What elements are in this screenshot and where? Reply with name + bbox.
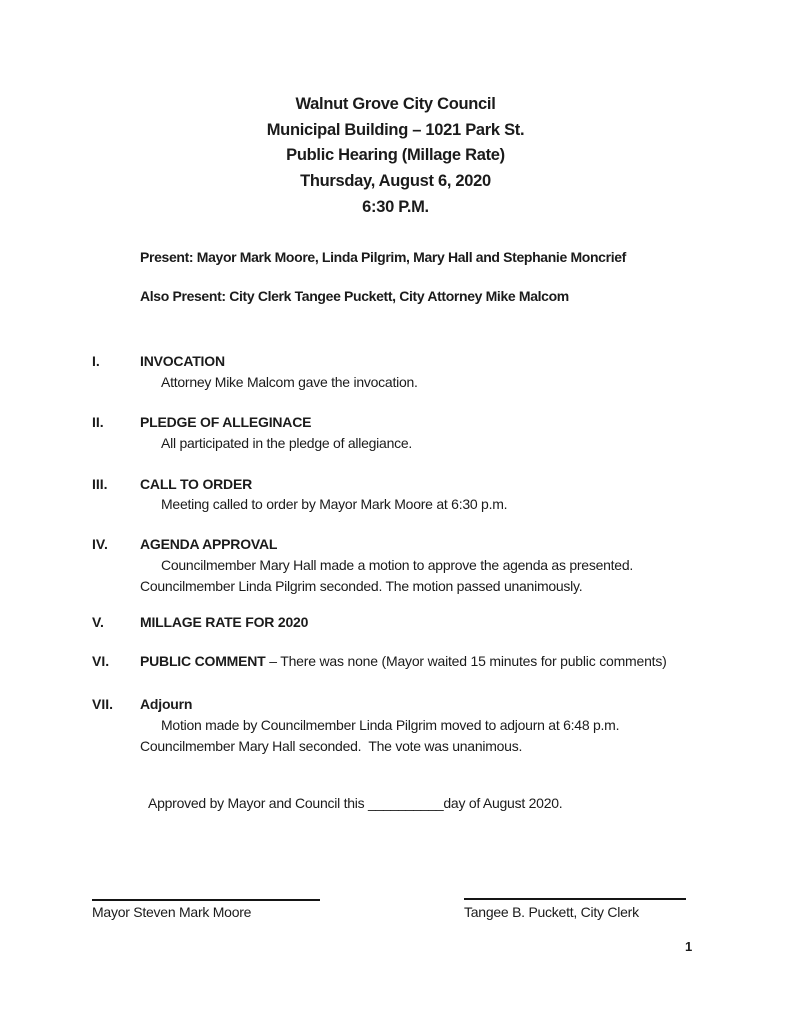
section-agenda-row [0,536,791,554]
section-pledge-body: All participated in the pledge of allegiance. [161,435,413,451]
section-public-comment-numeral: VI. [92,653,110,669]
signature-rule-mayor [92,899,320,901]
signature-name-clerk: Tangee B. Puckett, City Clerk [464,904,639,920]
section-adjourn-heading: Adjourn [140,696,193,712]
page-number: 1 [685,939,693,954]
section-public-comment-row [0,653,791,671]
title-line-hearing: Public Hearing (Millage Rate) [286,146,505,165]
section-agenda-body-2: Councilmember Linda Pilgrim seconded. The motion passed unanimously. [140,578,583,594]
approval-line: Approved by Mayor and Council this __________day of August 2020. [148,795,563,811]
section-invocation-heading: INVOCATION [140,353,225,369]
section-pledge-numeral: II. [92,414,104,430]
section-call-to-order-body: Meeting called to order by Mayor Mark Moore at 6:30 p.m. [161,496,508,512]
section-millage-numeral: V. [92,614,104,630]
section-agenda-body-1: Councilmember Mary Hall made a motion to approve the agenda as presented. [161,557,634,573]
document-title [0,92,791,221]
section-public-comment-suffix: – There was none (Mayor waited 15 minutes for public comments) [265,653,667,669]
section-adjourn-row [0,696,791,714]
section-millage-row [0,614,791,632]
present-line: Present: Mayor Mark Moore, Linda Pilgrim, Mary Hall and Stephanie Moncrief [140,249,626,265]
section-public-comment-heading [140,653,667,669]
signature-rule-clerk [464,898,686,900]
title-line-time: 6:30 P.M. [362,197,429,216]
signature-name-mayor: Mayor Steven Mark Moore [92,904,252,920]
section-millage-heading: MILLAGE RATE FOR 2020 [140,614,309,630]
also-present-line: Also Present: City Clerk Tangee Puckett, City Attorney Mike Malcom [140,288,569,304]
title-line-building: Municipal Building – 1021 Park St. [266,120,525,139]
title-line-date: Thursday, August 6, 2020 [300,172,491,191]
section-call-to-order-row [0,476,791,494]
section-adjourn-body-2: Councilmember Mary Hall seconded. The vote was unanimous. [140,738,523,754]
section-invocation-numeral: I. [92,353,100,369]
section-public-comment-heading-bold: PUBLIC COMMENT [140,653,266,669]
section-call-to-order-numeral: III. [92,476,108,492]
section-invocation-row [0,353,791,371]
section-adjourn-body-1: Motion made by Councilmember Linda Pilgrim moved to adjourn at 6:48 p.m. [161,717,620,733]
section-agenda-numeral: IV. [92,536,108,552]
section-adjourn-numeral: VII. [92,696,114,712]
section-pledge-heading: PLEDGE OF ALLEGINACE [140,414,312,430]
section-invocation-body: Attorney Mike Malcom gave the invocation. [161,374,418,390]
section-agenda-heading: AGENDA APPROVAL [140,536,278,552]
title-line-council: Walnut Grove City Council [295,95,496,113]
section-pledge-row [0,414,791,432]
section-call-to-order-heading: CALL TO ORDER [140,476,252,492]
